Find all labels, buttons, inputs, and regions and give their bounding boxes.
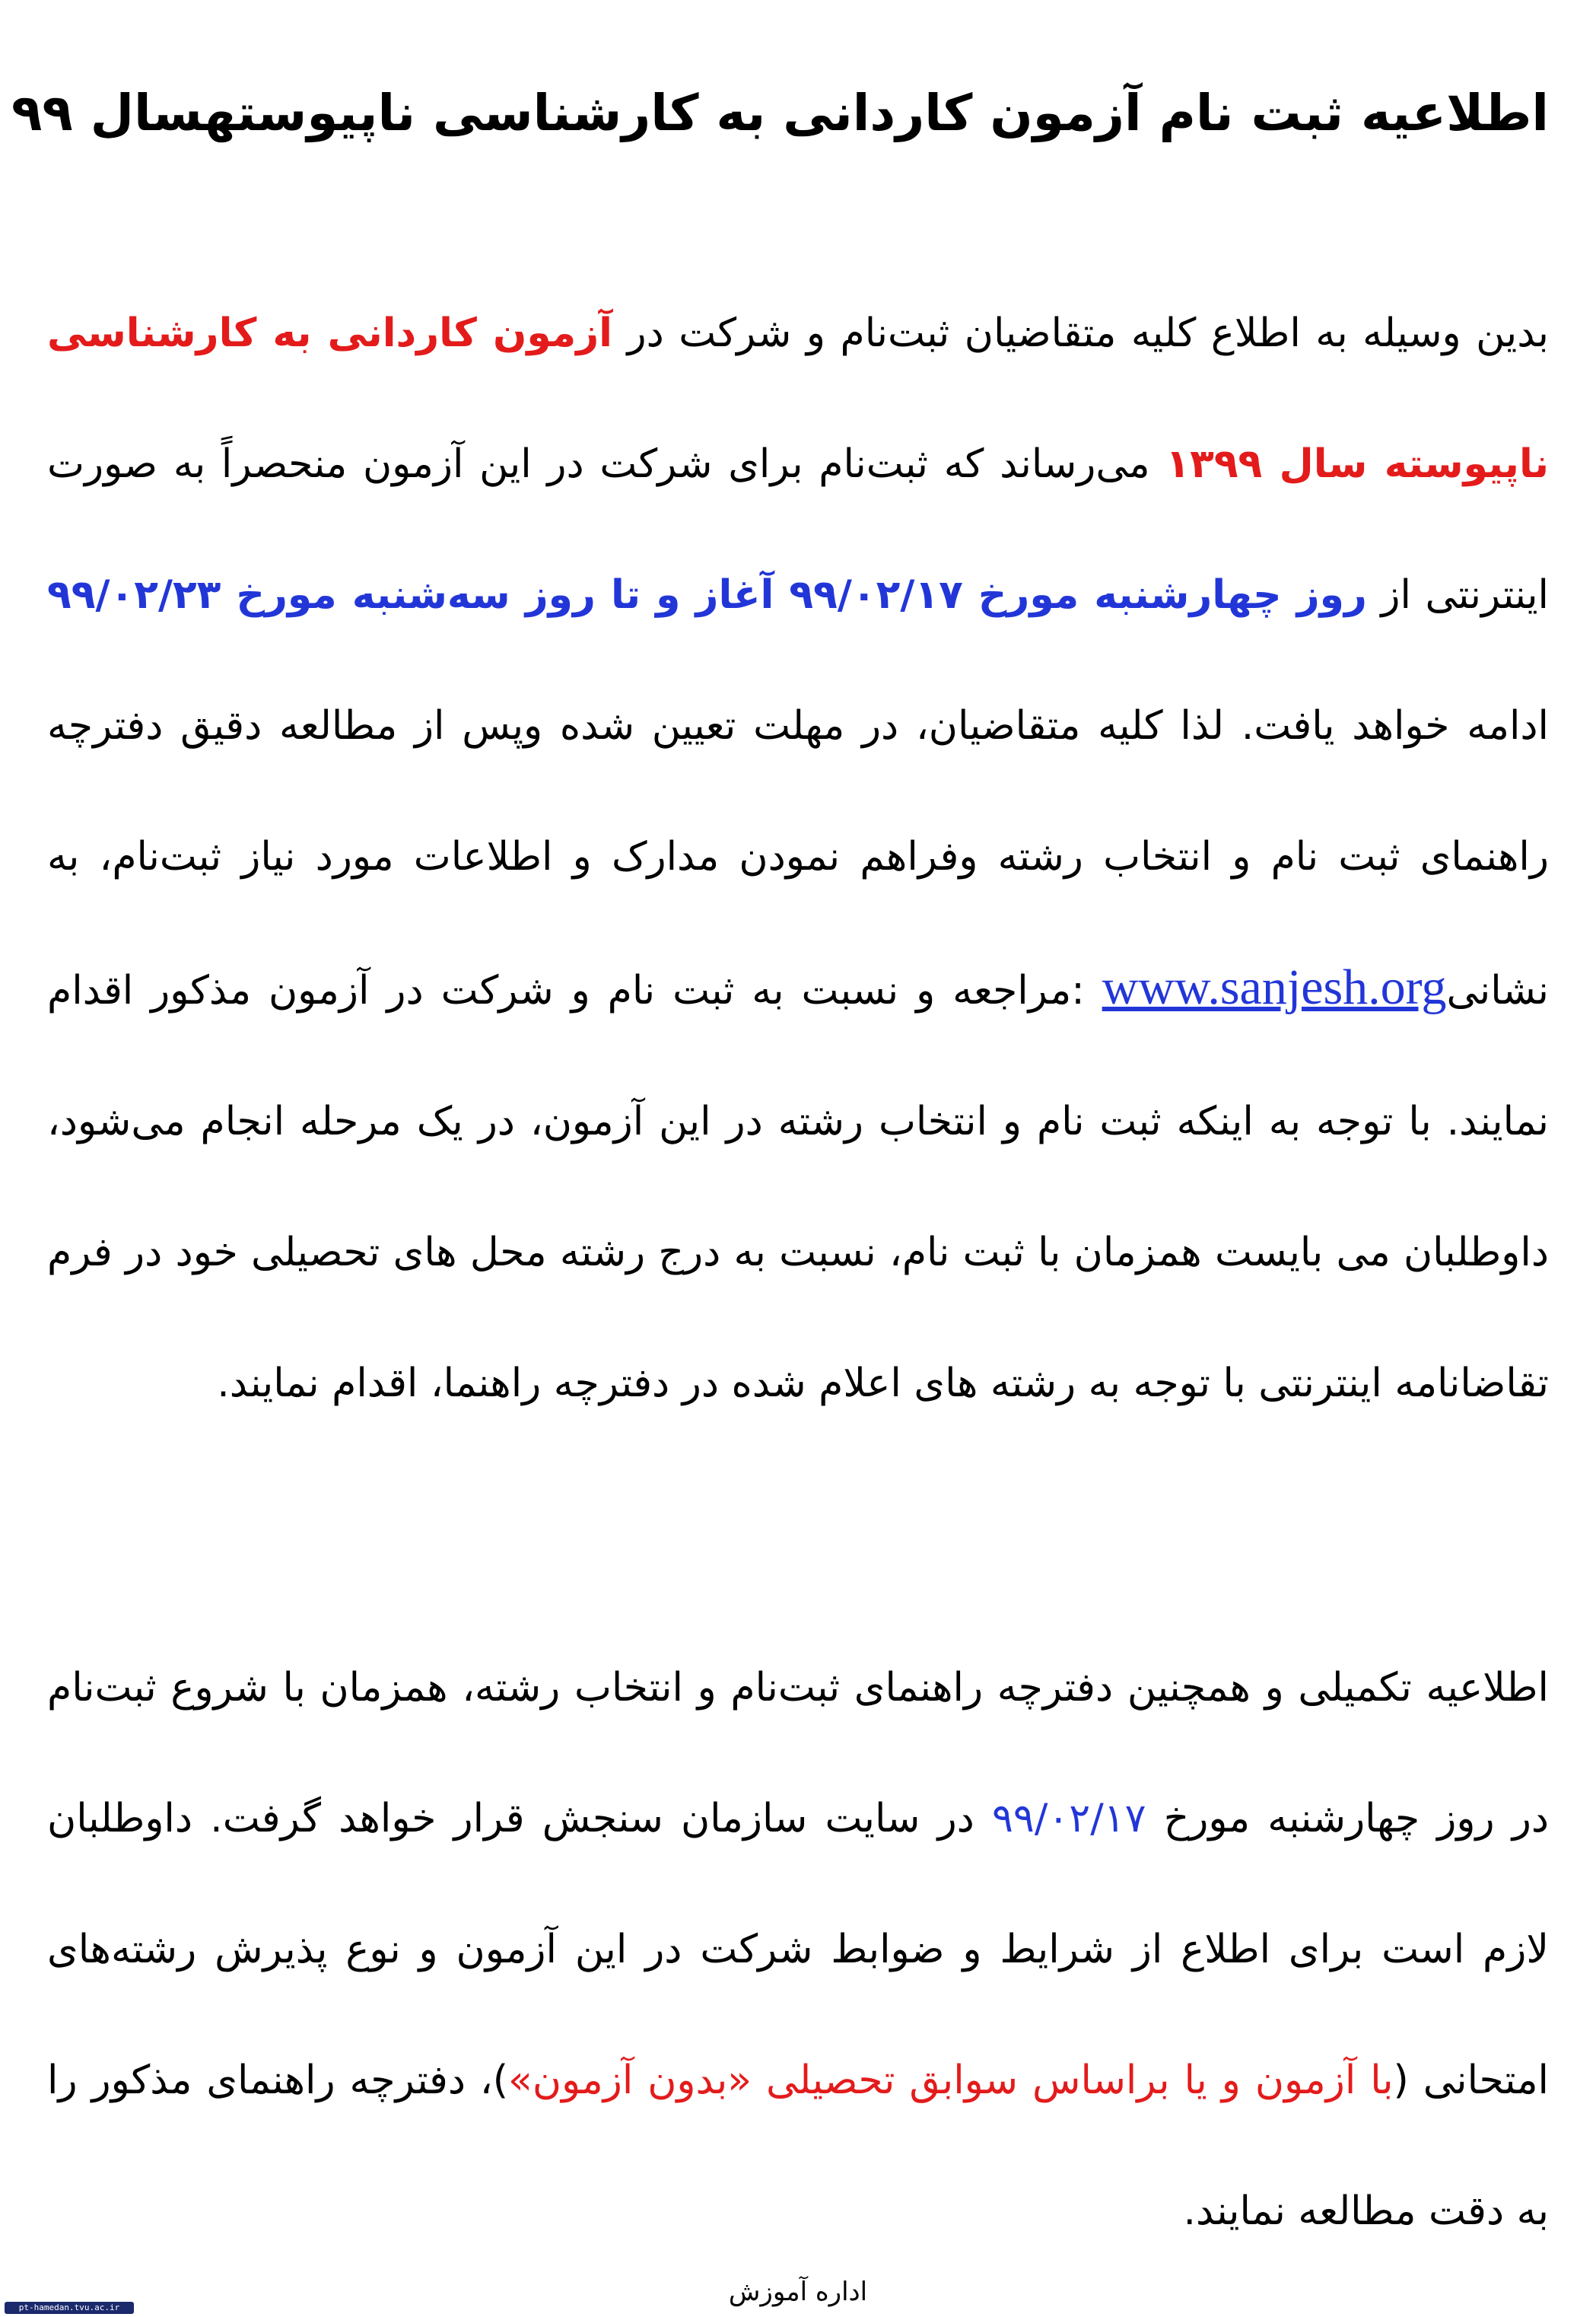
footer-department-label: اداره آموزش bbox=[728, 2277, 868, 2307]
page-title: اطلاعیه ثبت نام آزمون کاردانی به کارشناسی ناپیوستهسال ۹۹ bbox=[11, 84, 1549, 143]
sanjesh-website-link[interactable]: www.sanjesh.org bbox=[1102, 960, 1447, 1015]
paragraph1-text-4: :مراجعه و نسبت به ثبت نام و شرکت در آزمون مذکور اقدام نمایند. با توجه به اینکه ثبت نام و انتخاب رشته در این آزمون، در یک مرحله انجام می‌شود، داوطلبان می بایست همزمان با ثبت نام، نسبت به درج رشته محل های تحصیلی خود در فرم تقاضانامه اینترنتی با توجه به رشته های اعلام شده در دفترچه راهنما، اقدام نمایند. bbox=[47, 968, 1549, 1406]
paragraph2-text-1: اطلاعیه تکمیلی و همچنین دفترچه راهنمای ثبت‌نام و انتخاب رشته، همزمان با شروع ثبت‌نام در روز چهارشنبه مورخ bbox=[47, 1665, 1549, 1841]
site-watermark: pt-hamedan.tvu.ac.ir bbox=[5, 2302, 134, 2314]
admission-type-highlight: با آزمون و یا براساس سوابق تحصیلی «بدون آزمون» bbox=[508, 2058, 1394, 2103]
paragraph2-text-3: )، دفترچه راهنمای مذکور را به دقت مطالعه نمایند. bbox=[47, 2058, 1549, 2234]
paragraph1-text-2: می‌رساند که ثبت‌نام برای شرکت در این آزمون منحصراً به صورت اینترنتی از bbox=[47, 441, 1549, 618]
paragraph1-text-1: بدین وسیله به اطلاع کلیه متقاضیان ثبت‌نام و شرکت در bbox=[612, 310, 1549, 356]
start-date-highlight: ۹۹/۰۲/۱۷ bbox=[991, 1796, 1146, 1841]
paragraph-supplementary-notice bbox=[47, 1622, 1549, 2277]
exam-name-highlight: آزمون کاردانی به کارشناسی ناپیوسته سال ۱۳۹۹ bbox=[47, 310, 1549, 487]
paragraph1-text-3: ادامه خواهد یافت. لذا کلیه متقاضیان، در مهلت تعیین شده وپس از مطالعه دقیق دفترچه راهنمای ثبت نام و انتخاب رشته وفراهم نمودن مدارک و اطلاعات مورد نیاز ثبت‌نام، به نشانی bbox=[47, 703, 1549, 1014]
registration-dates-highlight: روز چهارشنبه مورخ ۹۹/۰۲/۱۷ آغاز و تا روز سه‌شنبه مورخ ۹۹/۰۲/۲۳ bbox=[47, 572, 1367, 618]
paragraph2-text-2: در سایت سازمان سنجش قرار خواهد گرفت. داوطلبان لازم است برای اطلاع از شرایط و ضوابط شرکت در این آزمون و نوع پذیرش رشته‌های امتحانی ( bbox=[47, 1796, 1549, 2103]
paragraph-registration-notice bbox=[47, 268, 1549, 1449]
